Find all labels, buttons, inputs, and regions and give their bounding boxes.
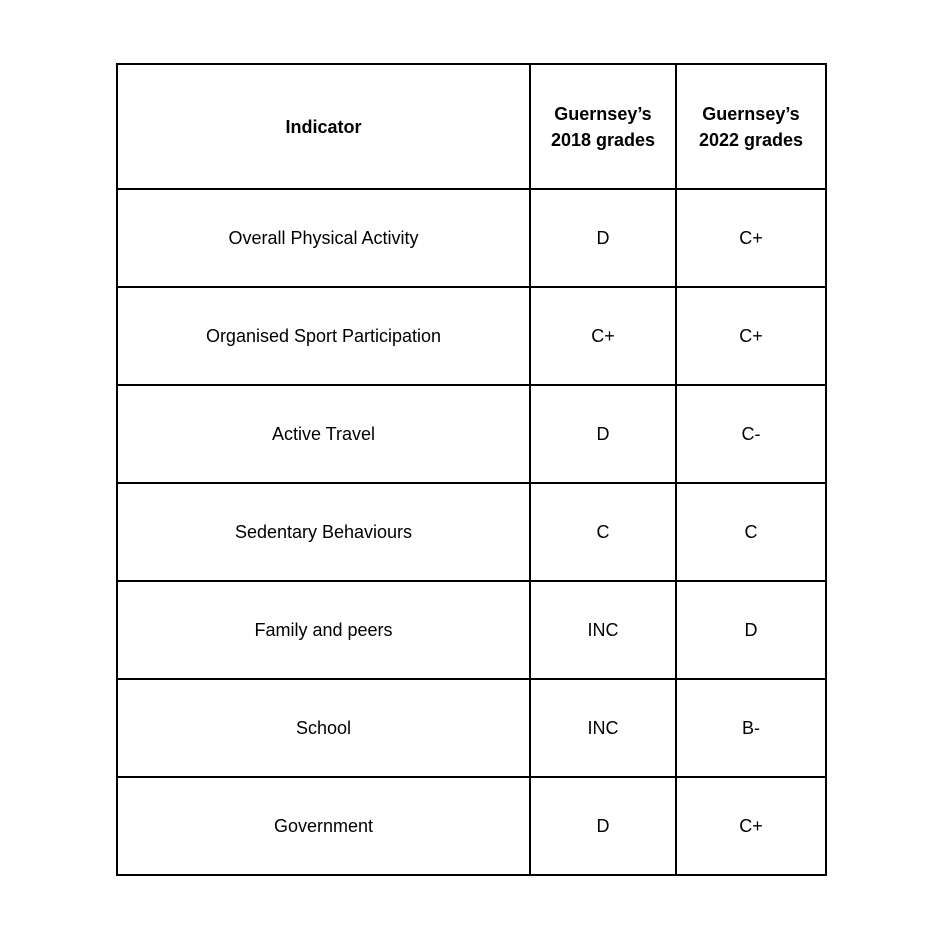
grade-2018-cell: C+ (530, 287, 676, 385)
header-2018-line-1: Guernsey’s (554, 103, 652, 124)
table-row (117, 385, 826, 483)
indicator-cell: Government (117, 777, 530, 875)
header-2022-line-1: Guernsey’s (702, 103, 800, 124)
table-row (117, 287, 826, 385)
grade-2018-cell: INC (530, 679, 676, 777)
grades-table (116, 63, 827, 876)
grade-2018-cell: D (530, 385, 676, 483)
indicator-cell: Active Travel (117, 385, 530, 483)
table-row (117, 189, 826, 287)
grade-2022-cell: D (676, 581, 826, 679)
table-header (117, 64, 826, 189)
grade-2022-cell: C+ (676, 287, 826, 385)
grade-2018-cell: D (530, 189, 676, 287)
header-row (117, 64, 826, 189)
table-row (117, 777, 826, 875)
table-row (117, 483, 826, 581)
grade-2018-cell: INC (530, 581, 676, 679)
table-row (117, 679, 826, 777)
grade-2022-cell: C (676, 483, 826, 581)
table-body (117, 189, 826, 875)
indicator-cell: Family and peers (117, 581, 530, 679)
grade-2022-cell: C+ (676, 189, 826, 287)
table-row (117, 581, 826, 679)
indicator-cell: Sedentary Behaviours (117, 483, 530, 581)
header-indicator: Indicator (117, 64, 530, 189)
indicator-cell: School (117, 679, 530, 777)
header-2022-line-2: 2022 grades (698, 129, 804, 150)
grade-2022-cell: C- (676, 385, 826, 483)
grade-2022-cell: C+ (676, 777, 826, 875)
header-2018-grades (530, 64, 676, 189)
grade-2022-cell: B- (676, 679, 826, 777)
grade-2018-cell: D (530, 777, 676, 875)
header-2018-line-2: 2018 grades (550, 129, 656, 150)
indicator-cell: Organised Sport Participation (117, 287, 530, 385)
indicator-cell: Overall Physical Activity (117, 189, 530, 287)
grade-2018-cell: C (530, 483, 676, 581)
header-2022-grades (676, 64, 826, 189)
